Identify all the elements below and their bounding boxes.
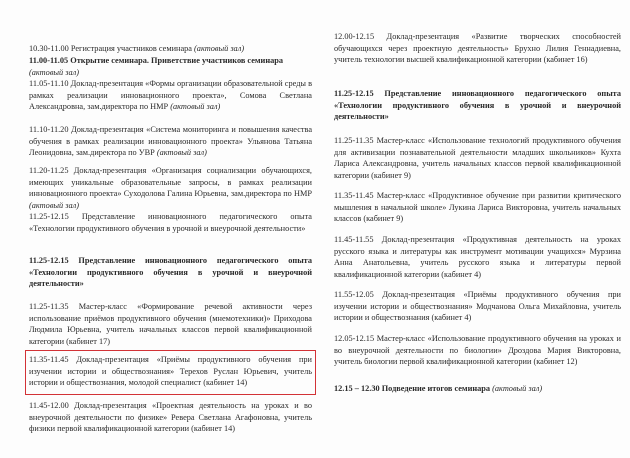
highlight-box [25, 350, 316, 395]
agenda-item-opening: 11.00-11.05 Открытие семинара. Приветствие участников семинара (актовый зал) [29, 56, 284, 77]
agenda-item: 11.45-12.00 Доклад-презентация «Проектная деятельность на уроках и во внеурочной деятельности по физике» Ревера Светлана Агафоновна, учитель физики первой квалификационной категории (кабинет 14) [29, 401, 312, 434]
agenda-item: 11.05-11.10 Доклад-презентация «Формы организации образовательной среды в рамках реализации инновационного проекта», Сомова Светлана Александровна, зам.директора по НМР (актовый зал) [29, 79, 312, 112]
agenda-item: 11.45-11.55 Доклад-презентация «Продуктивная деятельность на уроках русского языка и литературы как инструмент мотивации учащихся» Мурзина Анна Анатольевна, учитель русского языка и литературы первой квалификационной категории (кабинет 4) [334, 235, 621, 280]
agenda-item: 11.35-11.45 Мастер-класс «Продуктивное обучение при развитии критического мышления в начальной школе» Лукина Лариса Викторовна, учитель начальных классов (кабинет 9) [334, 191, 621, 224]
section-heading: 11.25-12.15 Представление инновационного педагогического опыта «Технологии продуктивного обучения в урочной и внеурочной деятельности» [29, 256, 312, 289]
agenda-item-highlighted: 11.35-11.45 Доклад-презентация «Приёмы продуктивного обучения при изучении истории и обществознания» Терехов Руслан Юрьевич, учитель истории и обществознания, молодой специалист (кабинет 14) [29, 355, 312, 388]
agenda-item: 10.30-11.00 Регистрация участников семинара (актовый зал) [29, 44, 245, 53]
agenda-item: 11.55-12.05 Доклад-презентация «Приёмы продуктивного обучения при изучении истории и обществознания» Модчанова Ольга Михайловна, учитель истории и обществознания (кабинет 4) [334, 290, 621, 323]
agenda-item: 12.05-12.15 Мастер-класс «Использование продуктивного обучения на уроках и во внеурочной деятельности по биологии» Дроздова Мария Викторовна, учитель биологии первой квалификационной категории (кабинет 12) [334, 334, 621, 367]
agenda-item-closing: 12.15 – 12.30 Подведение итогов семинара (актовый зал) [334, 384, 543, 393]
agenda-item: 11.25-11.35 Мастер-класс «Использование технологий продуктивного обучения для активизации познавательной деятельности младших школьников» Кухта Лариса Александровна, учитель начальных классов первой квалификационной категории (кабинет 9) [334, 136, 621, 181]
agenda-item: 11.20-11.25 Доклад-презентация «Организация социализации обучающихся, имеющих уникальные образовательные запросы, в рамках реализации инновационного проекта» Суходолова Галина Юрьевна, зам.директора по НМР (актовый зал) [29, 166, 312, 211]
agenda-item: 12.00-12.15 Доклад-презентация «Развитие творческих способностей обучающихся через проектную деятельность» Брухно Лилия Геннадиевна, учитель технологии высшей квалификационной категории (кабинет 16) [334, 32, 621, 65]
agenda-item: 11.10-11.20 Доклад-презентация «Система мониторинга и повышения качества обучения в рамках реализации инновационного проекта» Ульянова Татьяна Леонидовна, зам.директора по УВР (актовый зал) [29, 125, 312, 158]
section-heading: 11.25-12.15 Представление инновационного педагогического опыта «Технологии продуктивного обучения в урочной и внеурочной деятельности» [334, 89, 621, 122]
agenda-item: 11.25-12.15 Представление инновационного педагогического опыта «Технологии продуктивного обучения в урочной и внеурочной деятельности» [29, 212, 312, 233]
agenda-item: 11.25-11.35 Мастер-класс «Формирование речевой активности через использование приёмов продуктивного обучения (мнемотехники)» Приходова Людмила Юрьевна, учитель начальных классов первой квалификационной категории (кабинет 17) [29, 302, 312, 347]
